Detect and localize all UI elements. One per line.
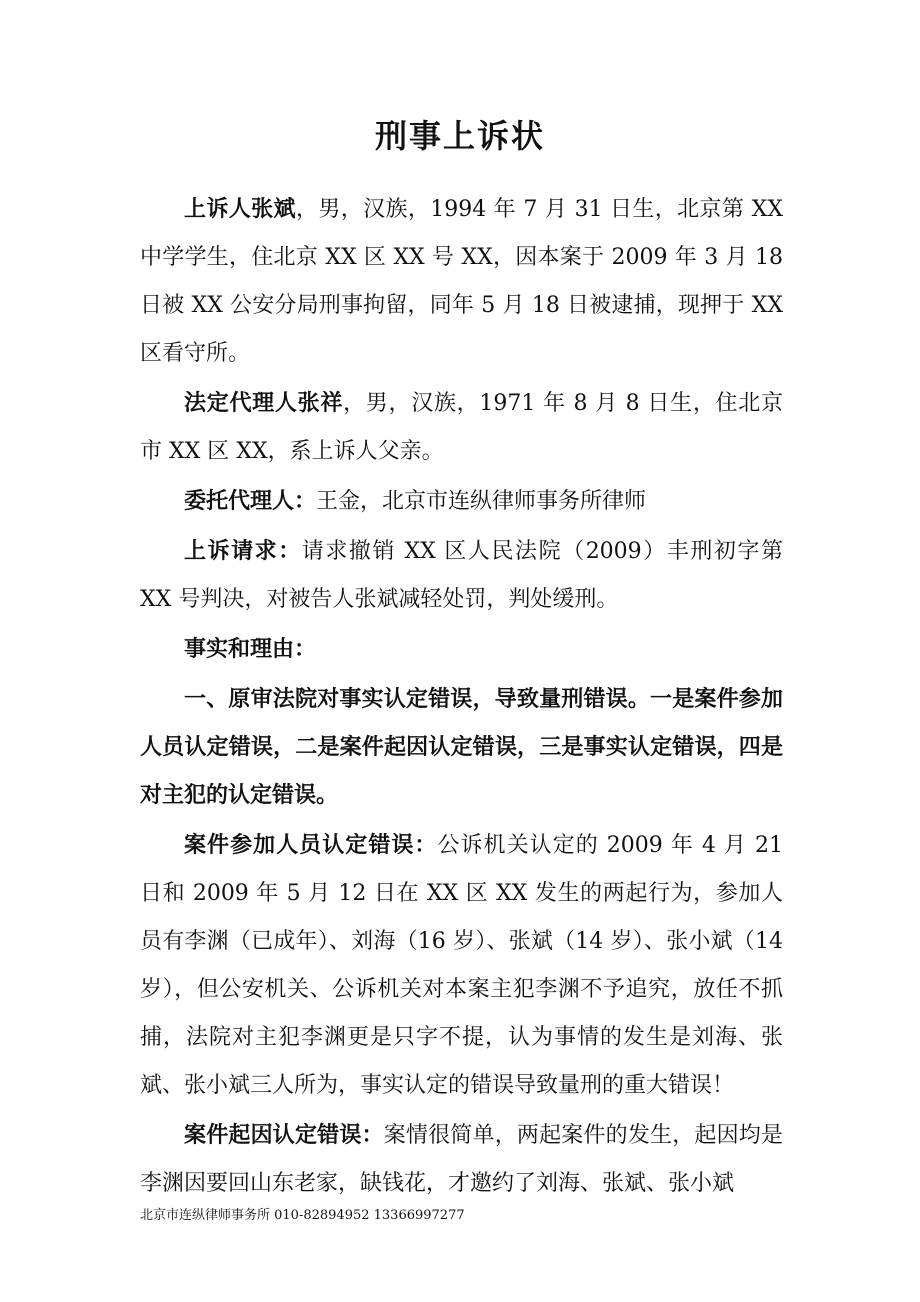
request-text: 请求撤销 XX 区人民法院（2009）丰刑初字第 XX 号判决，对被告人张斌减轻处罚，判处缓刑。: [140, 539, 783, 612]
point-one-paragraph: [140, 676, 783, 820]
appellant-paragraph: [140, 186, 783, 378]
point-one-text: 一、原审法院对事实认定错误，导致量刑错误。一是案件参加人员认定错误，二是案件起因认定错误，三是事实认定错误，四是对主犯的认定错误。: [140, 687, 783, 808]
participants-paragraph: [140, 822, 783, 1110]
appellant-label: 上诉人张斌: [184, 197, 296, 222]
appellant-text: ，男，汉族，1994 年 7 月 31 日生，北京第 XX 中学学生，住北京 XX 区 XX 号 XX，因本案于 2009 年 3 月 18 日被 XX 公安分局刑事拘留，同年 5 月 18 日被逮捕，现押于 XX 区看守所。: [140, 197, 783, 366]
document-title: 刑事上诉状: [374, 117, 545, 155]
participants-label: 案件参加人员认定错误：: [184, 833, 438, 858]
document-body: [140, 186, 783, 1210]
agent-text: 王金，北京市连纵律师事务所律师: [316, 489, 647, 514]
cause-label: 案件起因认定错误：: [184, 1123, 384, 1148]
legal-representative-label: 法定代理人张祥: [184, 391, 344, 416]
agent-paragraph: [140, 478, 783, 526]
page-footer: 北京市连纵律师事务所 010-82894952 13366997277: [140, 1208, 465, 1223]
facts-heading: [140, 626, 783, 674]
request-paragraph: [140, 528, 783, 624]
participants-text: 公诉机关认定的 2009 年 4 月 21 日和 2009 年 5 月 12 日在 XX 区 XX 发生的两起行为，参加人员有李渊（已成年）、刘海（16 岁）、张斌（14 岁）、张小斌（14 岁），但公安机关、公诉机关对本案主犯李渊不予追究，放任不抓捕，法院对主犯李渊更是只字不提，认为事情的发生是刘海、张斌、张小斌三人所为，事实认定的错误导致量刑的重大错误！: [140, 833, 783, 1098]
request-label: 上诉请求：: [184, 539, 302, 564]
legal-representative-paragraph: [140, 380, 783, 476]
legal-representative-text: ，男，汉族，1971 年 8 月 8 日生，住北京市 XX 区 XX，系上诉人父亲。: [140, 391, 783, 464]
agent-label: 委托代理人：: [184, 489, 317, 514]
facts-heading-label: 事实和理由：: [184, 637, 317, 662]
cause-paragraph: [140, 1112, 783, 1208]
cause-text: 案情很简单，两起案件的发生，起因均是李渊因要回山东老家，缺钱花，才邀约了刘海、张斌、张小斌: [140, 1123, 783, 1196]
